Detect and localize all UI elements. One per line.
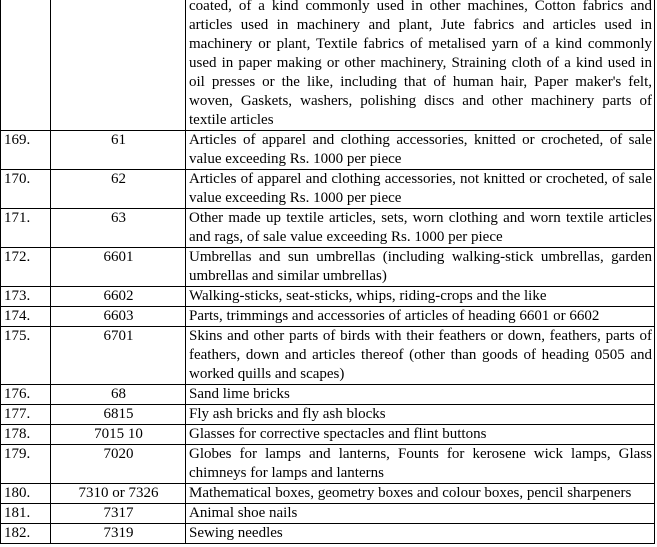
serial-number-cell: 171. [1,209,51,248]
serial-number-cell [1,0,51,131]
tariff-heading-cell: 6601 [51,248,186,287]
table-row [1,405,655,425]
description-cell: Articles of apparel and clothing accessories, knitted or crocheted, of sale value exceeding Rs. 1000 per piece [186,131,655,170]
description-cell: Articles of apparel and clothing accessories, not knitted or crocheted, of sale value exceeding Rs. 1000 per piece [186,170,655,209]
table-row [1,307,655,327]
description-cell: Globes for lamps and lanterns, Founts for kerosene wick lamps, Glass chimneys for lamps and lanterns [186,445,655,484]
description-cell: Animal shoe nails [186,504,655,524]
serial-number-cell: 175. [1,327,51,385]
description-cell: Fly ash bricks and fly ash blocks [186,405,655,425]
description-cell: Walking-sticks, seat-sticks, whips, riding-crops and the like [186,287,655,307]
tariff-heading-cell: 6603 [51,307,186,327]
description-cell: Mathematical boxes, geometry boxes and colour boxes, pencil sharpeners [186,484,655,504]
table-row [1,504,655,524]
tariff-heading-cell: 6815 [51,405,186,425]
serial-number-cell: 170. [1,170,51,209]
tariff-heading-cell: 68 [51,385,186,405]
serial-number-cell: 173. [1,287,51,307]
tariff-heading-cell: 61 [51,131,186,170]
tariff-heading-cell: 7015 10 [51,425,186,445]
serial-number-cell: 176. [1,385,51,405]
description-cell: Parts, trimmings and accessories of articles of heading 6601 or 6602 [186,307,655,327]
tariff-heading-cell: 7310 or 7326 [51,484,186,504]
table-row [1,248,655,287]
description-cell: Other made up textile articles, sets, worn clothing and worn textile articles and rags, of sale value exceeding Rs. 1000 per piece [186,209,655,248]
table-row [1,524,655,544]
tariff-heading-cell: 7317 [51,504,186,524]
description-cell: Umbrellas and sun umbrellas (including walking-stick umbrellas, garden umbrellas and similar umbrellas) [186,248,655,287]
serial-number-cell: 177. [1,405,51,425]
table-row [1,445,655,484]
table-row-continuation [1,0,655,131]
table-row [1,327,655,385]
tariff-heading-cell: 7020 [51,445,186,484]
description-cell: Glasses for corrective spectacles and flint buttons [186,425,655,445]
table-row [1,425,655,445]
tariff-heading-cell: 62 [51,170,186,209]
table-row [1,385,655,405]
description-cell: Sewing needles [186,524,655,544]
description-cell: coated, of a kind commonly used in other machines, Cotton fabrics and articles used in machinery and plant, Jute fabrics and articles used in machinery or plant, Textile fabrics of metalised yarn of a kind commonly used in paper making or other machinery, Straining cloth of a kind used in oil presses or the like, including that of human hair, Paper maker's felt, woven, Gaskets, washers, polishing discs and other machinery parts of textile articles [186,0,655,131]
serial-number-cell: 169. [1,131,51,170]
tariff-heading-cell: 6701 [51,327,186,385]
tariff-heading-cell: 6602 [51,287,186,307]
description-cell: Sand lime bricks [186,385,655,405]
description-cell: Skins and other parts of birds with their feathers or down, feathers, parts of feathers, down and articles thereof (other than goods of heading 0505 and worked quills and scapes) [186,327,655,385]
table-row [1,131,655,170]
tariff-heading-cell: 63 [51,209,186,248]
table-row [1,170,655,209]
table-row [1,484,655,504]
serial-number-cell: 182. [1,524,51,544]
serial-number-cell: 178. [1,425,51,445]
serial-number-cell: 180. [1,484,51,504]
table-row [1,209,655,248]
table-row [1,287,655,307]
serial-number-cell: 179. [1,445,51,484]
tariff-heading-cell [51,0,186,131]
serial-number-cell: 181. [1,504,51,524]
serial-number-cell: 172. [1,248,51,287]
tariff-heading-cell: 7319 [51,524,186,544]
serial-number-cell: 174. [1,307,51,327]
